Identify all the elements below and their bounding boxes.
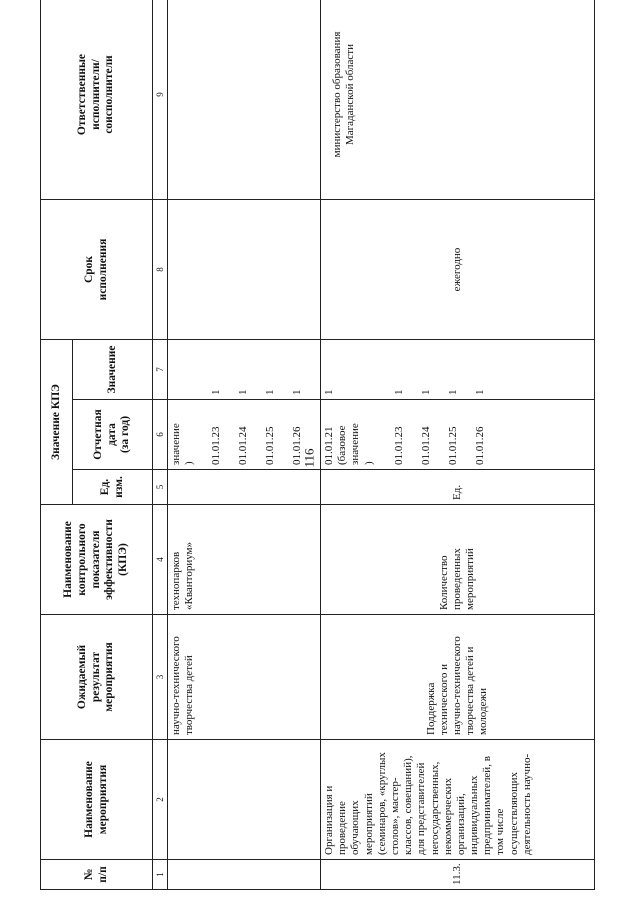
col-number-9: 9	[153, 0, 168, 200]
header-event-name: Наименование мероприятия	[41, 740, 153, 860]
row2-date-4: 01.01.26	[474, 426, 486, 465]
row2-term: ежегодно	[321, 200, 595, 340]
row1-responsible	[168, 0, 321, 200]
header-value: Значение	[73, 340, 153, 400]
col-number-7: 7	[153, 340, 168, 400]
row1-date-2: 01.01.24	[237, 426, 249, 465]
col-number-8: 8	[153, 200, 168, 340]
table-row	[321, 0, 595, 890]
header-unit: Ед. изм.	[73, 470, 153, 505]
header-report-date: Отчетная дата (за год)	[73, 400, 153, 470]
row1-date-1: 01.01.23	[210, 426, 222, 465]
col-number-4: 4	[153, 505, 168, 615]
row2-value-2: 1	[420, 389, 432, 395]
row1-value-0	[170, 344, 210, 395]
header-kpe-value-group: Значение КПЭ	[41, 340, 73, 505]
row2-unit: Ед.	[321, 470, 595, 505]
row1-values	[168, 340, 321, 400]
header-kpe-name: Наименование контрольного показателя эффективности (КПЭ)	[41, 505, 153, 615]
row2-values	[321, 340, 595, 400]
row1-kpe: технопарков «Кванториум»	[168, 505, 321, 615]
kpe-table	[40, 0, 595, 890]
row1-value-4: 1	[291, 389, 303, 395]
row1-term	[168, 200, 321, 340]
row2-date-2: 01.01.24	[420, 426, 432, 465]
col-number-1: 1	[153, 860, 168, 890]
row1-value-2: 1	[237, 389, 249, 395]
row1-name	[168, 740, 321, 860]
row2-value-1: 1	[393, 389, 405, 395]
row2-date-3: 01.01.25	[447, 426, 459, 465]
row2-no: 11.3.	[321, 860, 595, 890]
header-responsible: Ответственные исполнители/ соисполнители	[41, 0, 153, 200]
row2-value-0: 1	[323, 389, 335, 395]
table-row	[168, 0, 321, 890]
header-term: Срок исполнения	[41, 200, 153, 340]
row2-kpe: Количество проведенных мероприятий	[321, 505, 595, 615]
row1-date-3: 01.01.25	[264, 426, 276, 465]
row2-value-3: 1	[447, 389, 459, 395]
row2-value-4: 1	[474, 389, 486, 395]
row2-dates	[321, 400, 595, 470]
row2-responsible: министерство образования Магаданской области	[321, 0, 595, 200]
row2-date-0: 01.01.21 (базовое значение )	[323, 423, 375, 465]
header-expected-result: Ожидаемый результат мероприятия	[41, 615, 153, 740]
col-number-3: 3	[153, 615, 168, 740]
col-number-2: 2	[153, 740, 168, 860]
col-number-5: 5	[153, 470, 168, 505]
row1-no	[168, 860, 321, 890]
row1-date-4: 01.01.26	[291, 426, 303, 465]
row1-result: научно-технического творчества детей	[168, 615, 321, 740]
row1-date-0: значение )	[170, 423, 196, 465]
row1-value-3: 1	[264, 389, 276, 395]
row1-value-1: 1	[210, 389, 222, 395]
row2-date-1: 01.01.23	[393, 426, 405, 465]
row2-name: Организация и проведение обучающих мероприятий (семинаров, «круглых столов», мастер- классов, совещаний), для представителей негосударственных, некоммерческих организаций, индивидуальных предпринимателей, в том числе осуществляющих деятельность научно-	[321, 740, 595, 860]
row2-result: Поддержка технического и научно-технического творчества детей и молодежи	[321, 615, 595, 740]
row1-unit	[168, 470, 321, 505]
col-number-6: 6	[153, 400, 168, 470]
header-no: № п/п	[41, 860, 153, 890]
page-number: 116	[301, 448, 317, 468]
row1-dates	[168, 400, 321, 470]
rotated-table-container	[40, 0, 595, 890]
